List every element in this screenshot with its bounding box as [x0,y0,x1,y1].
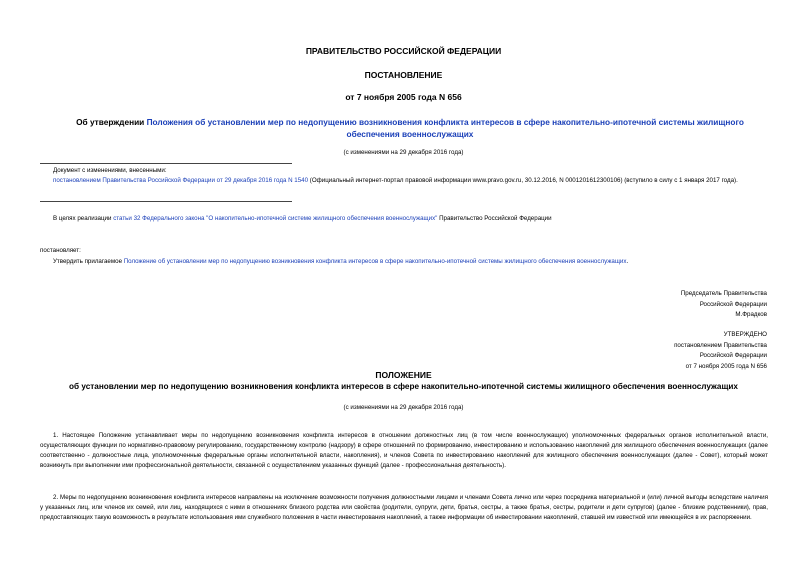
document-title [60,116,760,140]
amendments-intro: Документ с изменениями, внесенными: [53,167,167,174]
government-heading: ПРАВИТЕЛЬСТВО РОССИЙСКОЙ ФЕДЕРАЦИИ [305,46,502,56]
decree-word: постановляет: [40,247,81,254]
approved-line-4: от 7 ноября 2005 года N 656 [685,362,767,370]
regulation-paragraph-2: 2. Меры по недопущению возникновения конфликта интересов направлены на исключение возможности получения должностными лицами и членами Совета лично или через посредника материальной и (или) личной выгоды вследствие наличия у указанных лиц, или членов их семей, или лиц, находящихся с ними в отношениях близкого родства или свойства (родители, супруги, дети, братья, сестры, а также братья, сестры, родители и дети супругов) (далее - близкие родственники), прав, предоставляющих такую возможность в результате использования ими служебного положения в части инвестирования накоплений, а также информации об инвестировании накоплений, ставшей им известной или имеющейся в их распоряжении. [40,494,768,521]
signature-line-1: Председатель Правительства [680,290,767,297]
preamble [53,214,770,224]
signature-name: М.Фрадков [735,311,767,318]
decree-suffix: . [626,258,629,265]
decree-prefix: Утвердить прилагаемое [53,258,124,265]
decree-text [53,257,770,267]
regulation-paragraph-1: 1. Настоящее Положение устанавливает меры по недопущению возникновения конфликта интересов в отношении должностных лиц (в том числе военнослужащих) уполномоченных федеральных органов исполнительной власти, осуществляющих функции по нормативно-правовому регулированию, государственному контролю (надзору) в сфере отношений по формированию, инвестированию и использованию накоплений для жилищного обеспечения военнослужащих (далее соответственно - должностные лица, уполномоченные федеральные органы исполнительной власти, накопления), и членов Совета по инвестированию накоплений для жилищного обеспечения военнослужащих (далее - Совет), который может возникнуть при выполнении ими профессиональной деятельности, связанной с осуществлением указанных функций (далее - профессиональная деятельность). [40,432,768,469]
approved-heading: УТВЕРЖДЕНО [723,331,767,338]
regulation-subtitle: об установлении мер по недопущению возникновения конфликта интересов в сфере накопительно-ипотечной системы жилищного обеспечения военнослужащих [69,382,738,391]
preamble-law-link[interactable]: статьи 32 Федерального закона "О накопительно-ипотечной системе жилищного обеспечения военнослужащих" [113,215,438,222]
approved-block [674,330,767,372]
title-prefix: Об утверждении [76,117,147,127]
decree-regulation-link[interactable]: Положение об установлении мер по недопущению возникновения конфликта интересов в сфере накопительно-ипотечной системы жилищного обеспечения военнослужащих [123,258,627,265]
regulation-revision: (с изменениями на 29 декабря 2016 года) [343,404,464,411]
amendment-link[interactable]: постановлением Правительства Российской Федерации от 29 декабря 2016 года N 1540 [53,177,309,184]
title-link[interactable]: Положения об установлении мер по недопущению возникновения конфликта интересов в сфере накопительно-ипотечной системы жилищного обеспечения военнослужащих [146,117,744,139]
amendments-text [53,176,770,186]
preamble-suffix: Правительство Российской Федерации [437,215,552,222]
amendment-details: (Официальный интернет-портал правовой информации www.pravo.gov.ru, 30.12.2016, N 0001201612300106) (вступило в силу с 1 января 2017 года). [308,177,738,184]
regulation-title: ПОЛОЖЕНИЕ [375,370,432,380]
preamble-prefix: В целях реализации [53,215,114,222]
revision-note: (с изменениями на 29 декабря 2016 года) [343,149,464,156]
approved-line-3: Российской Федерации [699,352,767,359]
divider-top [40,163,292,164]
signature-line-2: Российской Федерации [699,300,767,308]
document-type: ПОСТАНОВЛЕНИЕ [364,70,443,80]
approved-line-2: постановлением Правительства [674,341,767,349]
divider-bottom [40,201,292,202]
document-date: от 7 ноября 2005 года N 656 [345,92,462,102]
signature-block [681,289,767,321]
